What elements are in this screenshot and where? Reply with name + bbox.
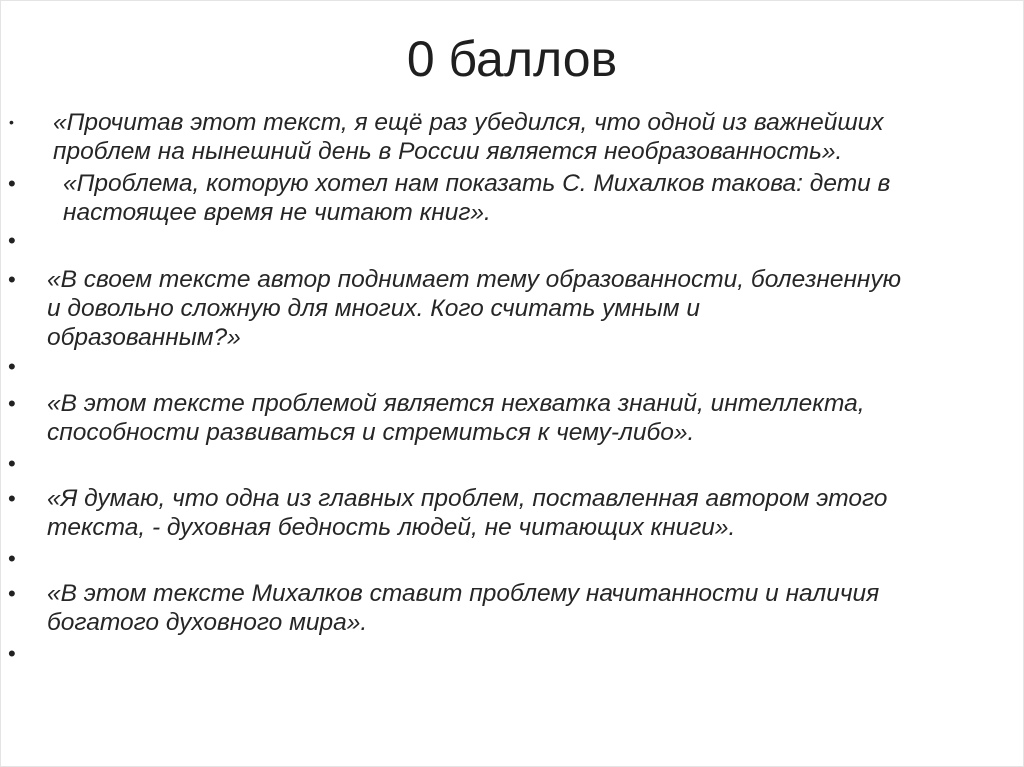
bullet-icon: • — [8, 391, 16, 416]
bullet-icon: • — [8, 171, 16, 196]
bullet-icon: • — [9, 114, 14, 130]
slide-title: 0 баллов — [406, 31, 618, 87]
bullet-text: «В этом тексте проблемой является нехватка знаний, интеллекта, способности развиваться и стремиться к чему-либо». — [47, 390, 865, 446]
bullet-icon: • — [8, 546, 16, 571]
bullet-icon: • — [8, 451, 16, 476]
bullet-text: «Я думаю, что одна из главных проблем, поставленная автором этого текста, - духовная бедность людей, не читающих книги». — [47, 485, 888, 541]
bullet-text: «Прочитав этот текст, я ещё раз убедился, что одной из важнейших проблем на нынешний день в России является необразованность». — [53, 109, 884, 165]
bullet-icon: • — [8, 354, 16, 379]
bullet-list — [1, 1, 1023, 766]
bullet-icon: • — [8, 486, 16, 511]
bullet-icon: • — [8, 267, 16, 292]
bullet-icon: • — [8, 228, 16, 253]
bullet-icon: • — [8, 641, 16, 666]
bullet-text: «В этом тексте Михалков ставит проблему начитанности и наличия богатого духовного мира». — [47, 580, 880, 636]
bullet-text: «Проблема, которую хотел нам показать С. Михалков такова: дети в настоящее время не читают книг». — [63, 170, 891, 226]
bullet-text: «В своем тексте автор поднимает тему образованности, болезненную и довольно сложную для многих. Кого считать умным и образованным?» — [47, 266, 902, 351]
bullet-icon: • — [8, 581, 16, 606]
